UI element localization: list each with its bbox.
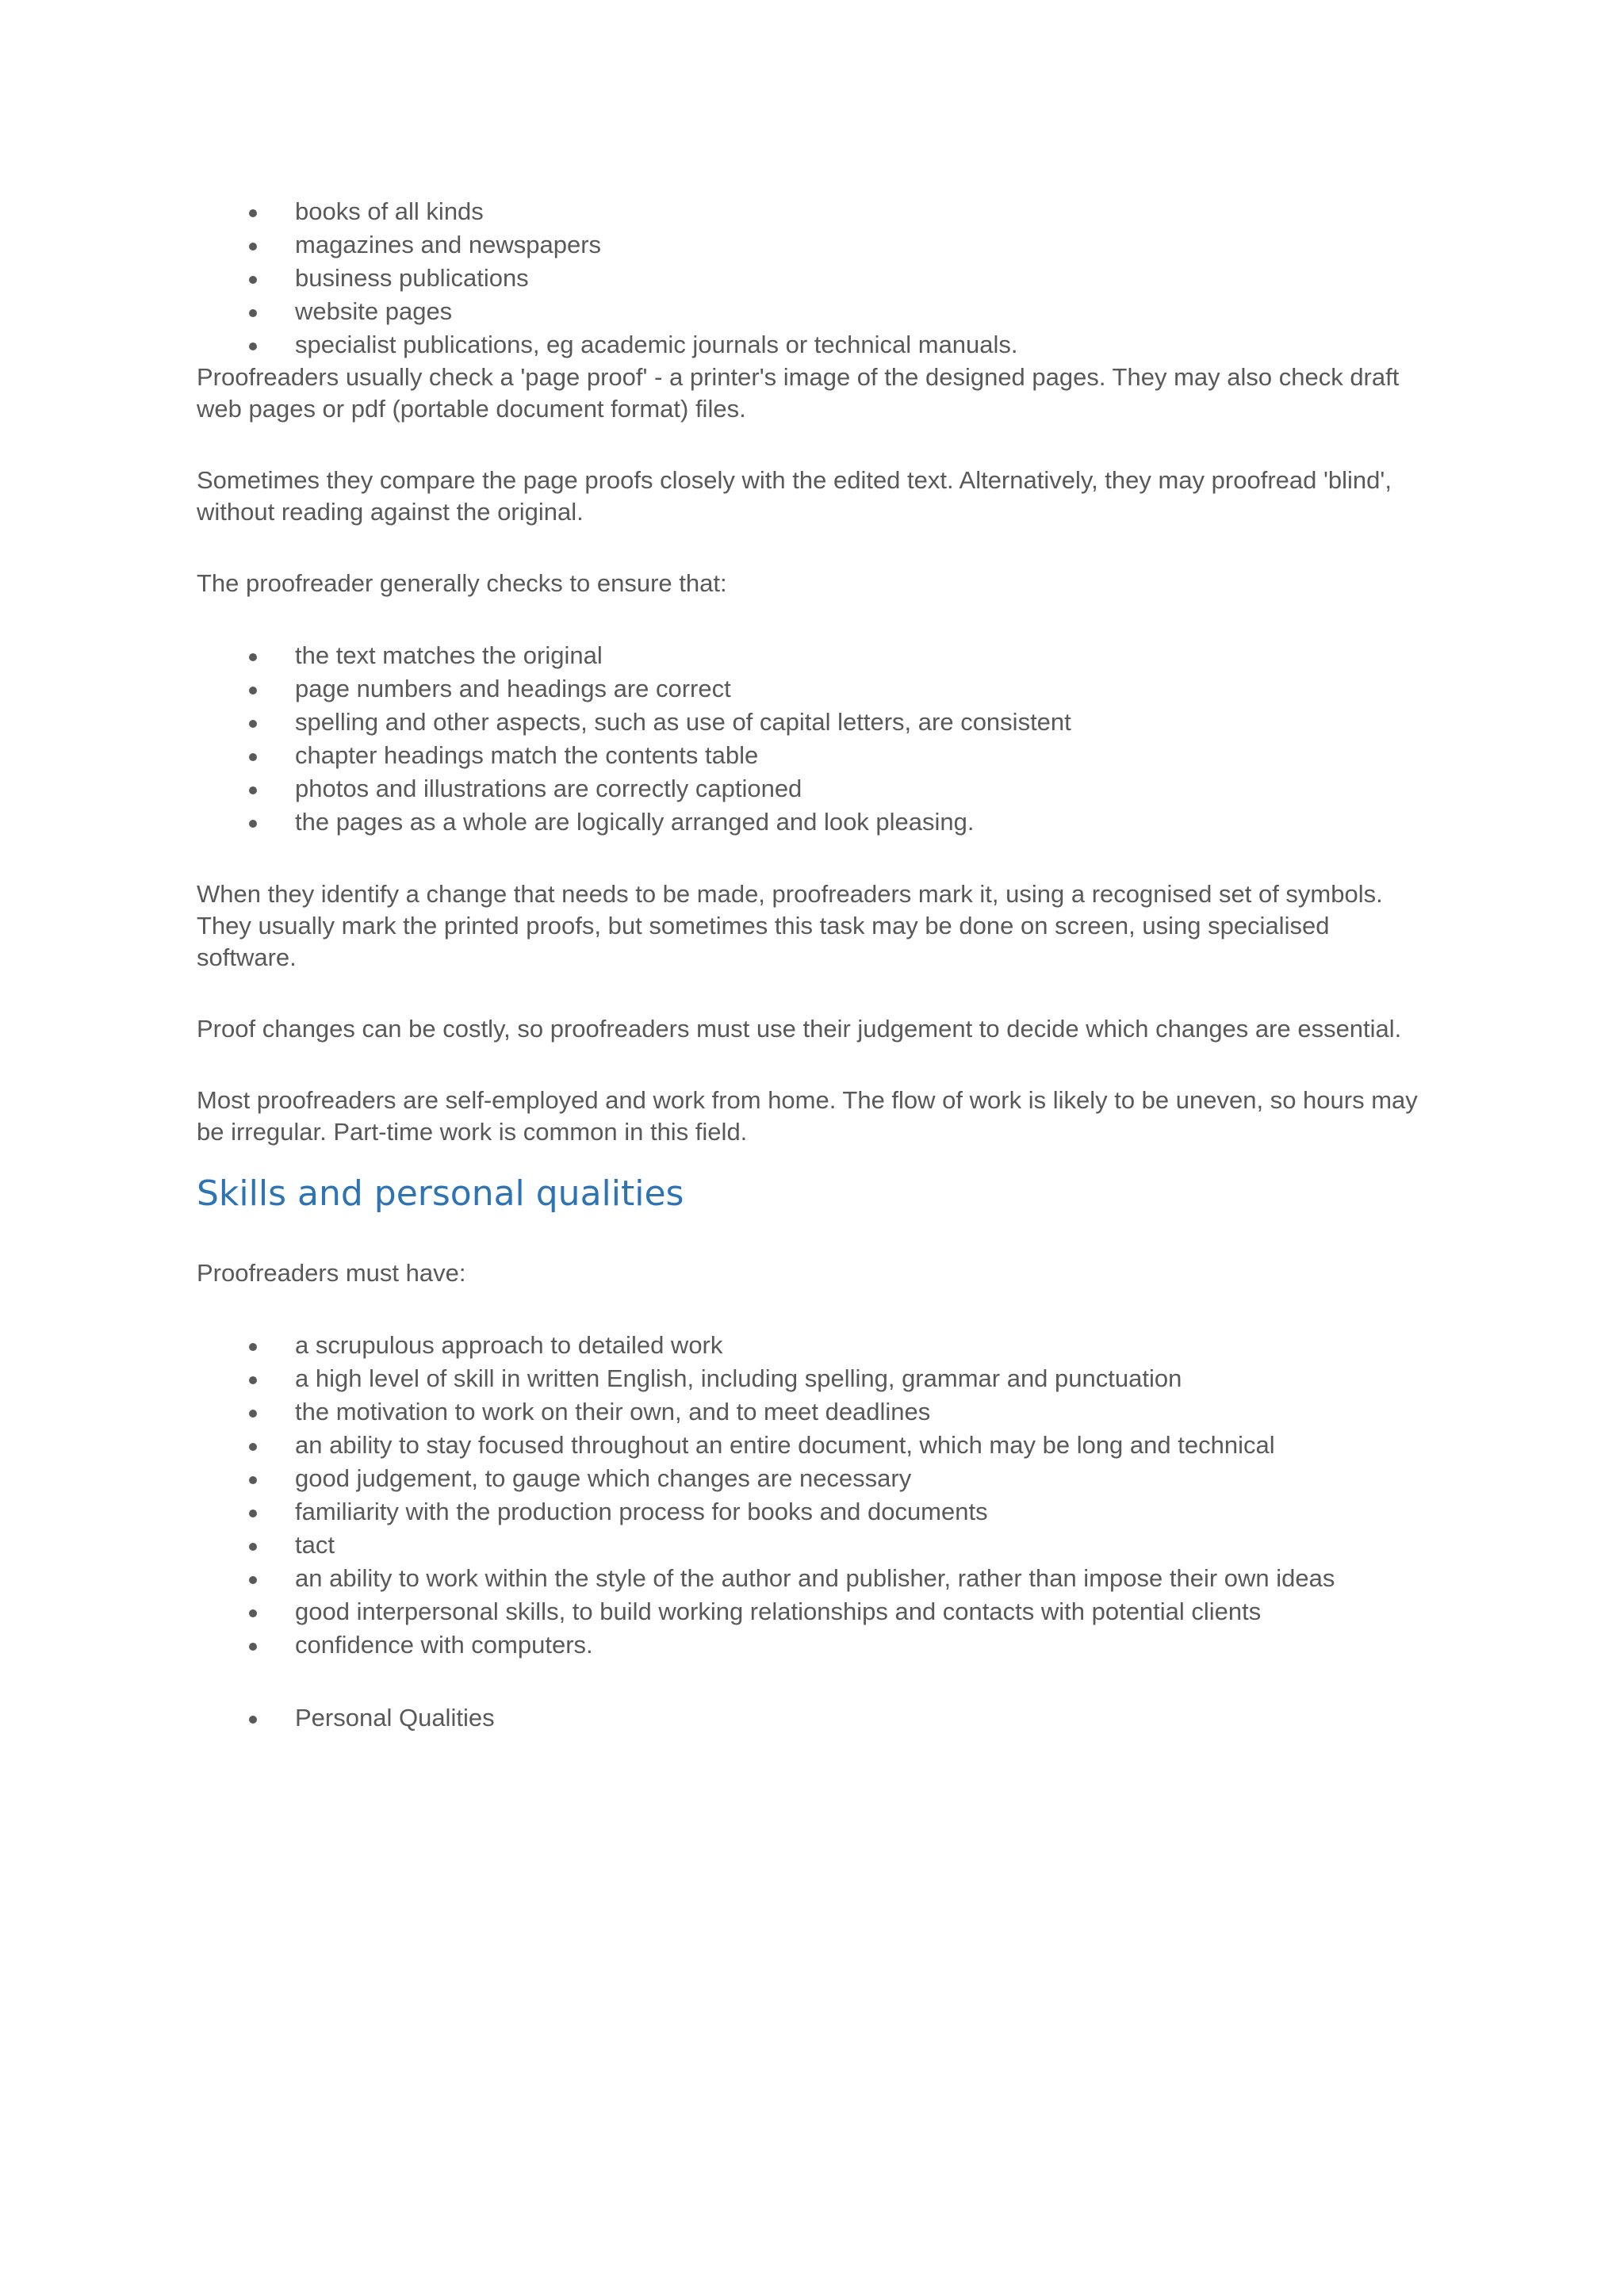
spacer [197,528,1434,568]
list-item: good judgement, to gauge which changes are necessary [197,1462,1434,1495]
personal-qualities-list [197,1701,1434,1735]
spacer [197,1289,1434,1329]
list-item: specialist publications, eg academic journals or technical manuals. [197,328,1434,362]
list-item: familiarity with the production process for books and documents [197,1495,1434,1529]
skills-list [197,1329,1434,1662]
list-item: photos and illustrations are correctly captioned [197,772,1434,806]
list-item: the text matches the original [197,639,1434,672]
list-item: a scrupulous approach to detailed work [197,1329,1434,1362]
list-item: tact [197,1529,1434,1562]
spacer [197,1218,1434,1257]
spacer [197,425,1434,465]
compare-paragraph: Sometimes they compare the page proofs closely with the edited text. Alternatively, they may proofread 'blind', without reading against the original. [197,466,1392,526]
list-item: the pages as a whole are logically arranged and look pleasing. [197,806,1434,839]
list-item: good interpersonal skills, to build working relationships and contacts with potential clients [197,1595,1434,1628]
list-item: website pages [197,295,1434,328]
list-item: a high level of skill in written English, including spelling, grammar and punctuation [197,1362,1434,1395]
spacer [197,1148,1434,1170]
list-item: business publications [197,262,1434,295]
checks-list [197,639,1434,839]
spacer [197,839,1434,878]
publication-types-list [197,195,1434,362]
list-item: chapter headings match the contents table [197,739,1434,772]
must-have-paragraph: Proofreaders must have: [197,1259,466,1287]
list-item: an ability to work within the style of the author and publisher, rather than impose their own ideas [197,1562,1434,1595]
checks-intro-paragraph: The proofreader generally checks to ensure that: [197,569,727,597]
self-employed-paragraph: Most proofreaders are self-employed and work from home. The flow of work is likely to be uneven, so hours may be irregular. Part-time work is common in this field. [197,1086,1418,1146]
list-item: Personal Qualities [197,1701,1434,1735]
list-item: confidence with computers. [197,1628,1434,1662]
list-item: page numbers and headings are correct [197,672,1434,706]
list-item: an ability to stay focused throughout an entire document, which may be long and technical [197,1429,1434,1462]
spacer [197,1045,1434,1085]
list-item: magazines and newspapers [197,228,1434,262]
spacer [197,974,1434,1013]
page-proof-paragraph: Proofreaders usually check a 'page proof' - a printer's image of the designed pages. They may also check draft web pages or pdf (portable document format) files. [197,363,1400,423]
document-page [197,195,1434,1735]
costly-paragraph: Proof changes can be costly, so proofreaders must use their judgement to decide which changes are essential. [197,1015,1402,1043]
list-item: the motivation to work on their own, and to meet deadlines [197,1395,1434,1429]
list-item: spelling and other aspects, such as use of capital letters, are consistent [197,706,1434,739]
list-item: books of all kinds [197,195,1434,228]
skills-heading: Skills and personal qualities [197,1173,684,1214]
spacer [197,599,1434,639]
spacer [197,1662,1434,1701]
identify-change-paragraph: When they identify a change that needs to be made, proofreaders mark it, using a recognised set of symbols. They usually mark the printed proofs, but sometimes this task may be done on screen, using specialised software. [197,880,1383,971]
